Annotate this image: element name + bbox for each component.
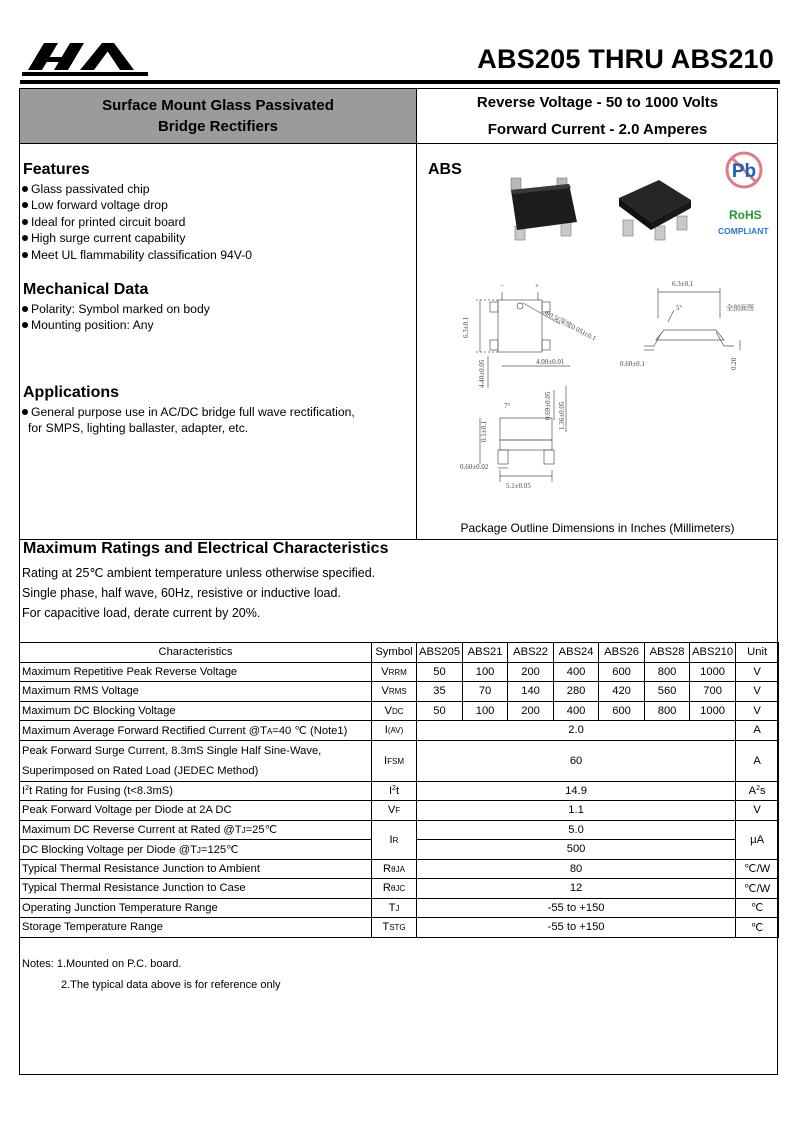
application-item-continued: for SMPS, lighting ballaster, adapter, etc. — [28, 421, 249, 435]
dim-side-lead: 0.60±0.1 — [620, 360, 645, 368]
feature-item: Meet UL flammability classification 94V-0 — [22, 247, 252, 263]
row-symbol: TSTG — [372, 918, 417, 938]
bullet-icon — [22, 186, 28, 192]
bullet-icon — [22, 322, 28, 328]
feature-item: Ideal for printed circuit board — [22, 214, 185, 230]
note-1: Notes: 1.Mounted on P.C. board. — [22, 958, 182, 970]
row-symbol: RθJA — [372, 859, 417, 879]
product-subtitle-box — [20, 89, 416, 143]
bullet-icon — [22, 306, 28, 312]
package-photo-top — [505, 176, 581, 242]
table-cell: 80 — [417, 859, 736, 879]
ratings-note-3: For capacitive load, derate current by 20%. — [22, 606, 261, 620]
bullet-icon — [22, 219, 28, 225]
table-cell: 5.0 — [417, 820, 736, 840]
pb-text: Pb — [731, 161, 757, 182]
table-cell: 60 — [417, 740, 736, 781]
row-label: Maximum DC Reverse Current at Rated @TJ=25℃ — [20, 820, 372, 840]
table-row — [20, 918, 779, 938]
col-header: ABS21 — [463, 643, 508, 663]
row-label: Storage Temperature Range — [20, 918, 372, 938]
table-cell: 2.0 — [417, 721, 736, 741]
table-cell: 140 — [508, 682, 554, 702]
row-symbol: VRMS — [372, 682, 417, 702]
row-symbol: $I^2t$ — [372, 781, 417, 801]
dim-notch: Φ0.5(深度0.05)±0.1 — [543, 308, 598, 343]
table-cell: 200 — [508, 662, 554, 682]
row-symbol: I(AV) — [372, 721, 417, 741]
col-header: ABS22 — [508, 643, 554, 663]
col-header: ABS205 — [417, 643, 463, 663]
dim-front-width: 5.1±0.05 — [506, 482, 531, 490]
table-cell: 70 — [463, 682, 508, 702]
table-row — [20, 721, 779, 741]
table-cell: 100 — [463, 701, 508, 721]
table-cell: 700 — [690, 682, 736, 702]
row-unit: V — [736, 801, 779, 821]
table-cell: 500 — [417, 840, 736, 860]
table-cell: 1.1 — [417, 801, 736, 821]
dim-lead-pitch: 4.40±0.05 — [478, 359, 486, 388]
table-cell: 14.9 — [417, 781, 736, 801]
divider-vertical — [416, 88, 417, 539]
bullet-icon — [22, 252, 28, 258]
applications-heading: Applications — [23, 384, 120, 401]
row-symbol: IR — [372, 820, 417, 859]
row-unit: μA — [736, 820, 779, 859]
reverse-voltage-spec: Reverse Voltage - 50 to 1000 Volts — [476, 94, 719, 111]
col-header: Symbol — [372, 643, 417, 663]
row-unit: ℃ — [736, 918, 779, 938]
features-heading: Features — [23, 161, 90, 178]
subtitle-line-2: Bridge Rectifiers — [157, 118, 279, 135]
table-cell: 600 — [599, 662, 645, 682]
ratings-note-2: Single phase, half wave, 60Hz, resistive or inductive load. — [22, 586, 341, 600]
table-header-row — [20, 643, 779, 663]
table-row — [20, 801, 779, 821]
table-cell: 560 — [645, 682, 690, 702]
table-row — [20, 682, 779, 702]
table-cell: -55 to +150 — [417, 898, 736, 918]
table-cell: 200 — [508, 701, 554, 721]
divider-summary — [19, 143, 778, 144]
row-label: Peak Forward Voltage per Diode at 2A DC — [20, 801, 372, 821]
dim-front-h2: 1.36±0.05 — [558, 401, 566, 430]
row-unit: V — [736, 701, 779, 721]
row-unit: A — [736, 740, 779, 781]
row-symbol: VDC — [372, 701, 417, 721]
table-cell: -55 to +150 — [417, 918, 736, 938]
row-unit: A — [736, 721, 779, 741]
col-header: Characteristics — [20, 643, 372, 663]
table-row — [20, 740, 779, 781]
table-row — [20, 859, 779, 879]
table-cell: 1000 — [690, 701, 736, 721]
row-label: Operating Junction Temperature Range — [20, 898, 372, 918]
dim-cross-section: 全剖面图 — [726, 304, 754, 312]
table-cell: 280 — [554, 682, 599, 702]
row-unit: V — [736, 662, 779, 682]
note-2: 2.The typical data above is for reference only — [61, 979, 281, 991]
table-cell: 420 — [599, 682, 645, 702]
table-cell: 1000 — [690, 662, 736, 682]
dim-lead-span: 4.00±0.01 — [536, 358, 565, 366]
table-row — [20, 701, 779, 721]
row-label: Peak Forward Surge Current, 8.3mS Single Half Sine-Wave, Superimposed on Rated Load (JEDEC Method) — [20, 740, 372, 781]
document-title: ABS205 THRU ABS210 — [477, 44, 774, 74]
feature-item: High surge current capability — [22, 230, 185, 246]
lead-free-icon — [720, 150, 768, 190]
table-cell: 50 — [417, 701, 463, 721]
application-item: General purpose use in AC/DC bridge full wave rectification, — [22, 404, 355, 420]
dim-minus-mark: − — [500, 282, 504, 290]
table-cell: 400 — [554, 701, 599, 721]
package-outline-drawing — [440, 270, 760, 500]
feature-item: Glass passivated chip — [22, 181, 150, 197]
table-cell: 400 — [554, 662, 599, 682]
row-symbol: TJ — [372, 898, 417, 918]
col-header: ABS26 — [599, 643, 645, 663]
ratings-heading: Maximum Ratings and Electrical Characteristics — [23, 540, 389, 557]
forward-current-spec: Forward Current - 2.0 Amperes — [487, 121, 708, 138]
rohs-compliant-label: COMPLIANT — [718, 226, 769, 236]
row-symbol: RθJC — [372, 879, 417, 899]
row-unit: ℃/W — [736, 879, 779, 899]
table-row — [20, 662, 779, 682]
table-cell: 50 — [417, 662, 463, 682]
row-symbol: VRRM — [372, 662, 417, 682]
dim-plus-mark: + — [535, 282, 539, 290]
table-row — [20, 781, 779, 801]
row-label: Maximum Repetitive Peak Reverse Voltage — [20, 662, 372, 682]
row-symbol: IFSM — [372, 740, 417, 781]
mechanical-item: Mounting position: Any — [22, 317, 154, 333]
feature-item: Low forward voltage drop — [22, 197, 168, 213]
company-logo — [22, 40, 148, 80]
col-header: ABS210 — [690, 643, 736, 663]
dim-front-lead: 0.60±0.02 — [460, 463, 489, 471]
dim-side-thick: 0.20 — [730, 357, 738, 370]
col-header: ABS28 — [645, 643, 690, 663]
row-unit: ℃ — [736, 898, 779, 918]
package-photo-angle — [615, 176, 695, 242]
row-unit: ℃/W — [736, 859, 779, 879]
table-row — [20, 820, 779, 840]
row-label: Maximum RMS Voltage — [20, 682, 372, 702]
table-cell: 100 — [463, 662, 508, 682]
row-unit: $A^2s$ — [736, 781, 779, 801]
row-symbol: VF — [372, 801, 417, 821]
bullet-icon — [22, 202, 28, 208]
dim-height-top: 6.3±0.1 — [462, 316, 470, 338]
characteristics-table — [19, 642, 779, 938]
row-label: $I^2t$ Rating for Fusing (t<8.3mS) — [20, 781, 372, 801]
dim-side-angle: 5° — [676, 304, 683, 312]
row-label: Maximum Average Forward Rectified Current @TA=40 ℃ (Note1) — [20, 721, 372, 741]
col-header: Unit — [736, 643, 779, 663]
table-row — [20, 898, 779, 918]
dim-side-width: 6.3±0.1 — [672, 280, 694, 288]
dim-front-angle: 7° — [504, 402, 511, 410]
mechanical-heading: Mechanical Data — [23, 281, 149, 298]
table-cell: 12 — [417, 879, 736, 899]
table-cell: 600 — [599, 701, 645, 721]
package-caption: Package Outline Dimensions in Inches (Millimeters) — [460, 521, 735, 535]
table-row — [20, 879, 779, 899]
dim-front-h1: 0.69±0.05 — [544, 391, 552, 420]
ratings-note-1: Rating at 25℃ ambient temperature unless otherwise specified. — [22, 566, 376, 580]
bullet-icon — [22, 235, 28, 241]
row-label: Typical Thermal Resistance Junction to Ambient — [20, 859, 372, 879]
row-label: Typical Thermal Resistance Junction to Case — [20, 879, 372, 899]
dim-front-height: 0.1±0.1 — [480, 420, 488, 442]
subtitle-line-1: Surface Mount Glass Passivated — [102, 97, 334, 114]
table-cell: 35 — [417, 682, 463, 702]
package-label: ABS — [428, 161, 462, 178]
table-cell: 800 — [645, 662, 690, 682]
table-cell: 800 — [645, 701, 690, 721]
rohs-label: RoHS — [729, 208, 762, 222]
row-unit: V — [736, 682, 779, 702]
mechanical-item: Polarity: Symbol marked on body — [22, 301, 210, 317]
header-rule — [20, 80, 780, 84]
bullet-icon — [22, 409, 28, 415]
row-label: Maximum DC Blocking Voltage — [20, 701, 372, 721]
col-header: ABS24 — [554, 643, 599, 663]
row-label: DC Blocking Voltage per Diode @TJ=125℃ — [20, 840, 372, 860]
